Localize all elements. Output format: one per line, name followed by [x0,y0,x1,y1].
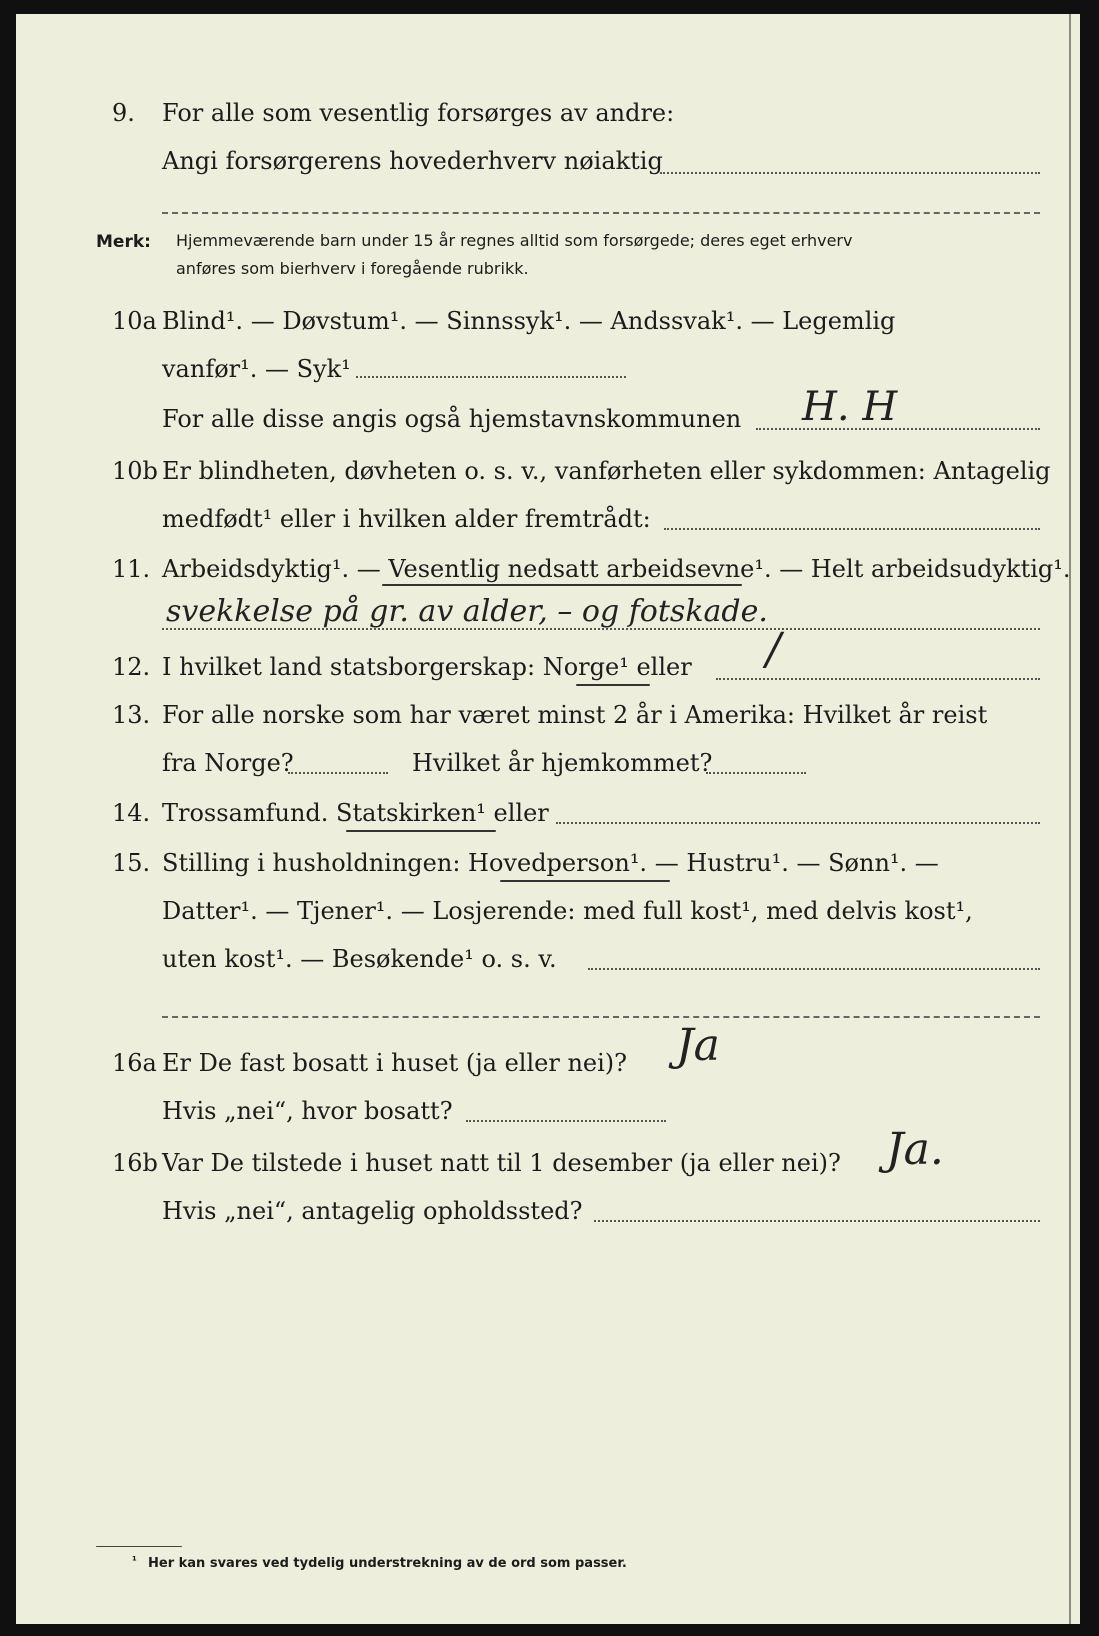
merk-label: Merk: [96,232,151,252]
q13-return-line[interactable] [706,772,806,774]
q16a-answer-line[interactable] [466,1120,666,1122]
q16a-number: 16a [112,1049,157,1077]
q14-line1: Trossamfund. Statskirken¹ eller [162,799,549,827]
q13-departure-line[interactable] [288,772,388,774]
q10a-line2: vanfør¹. — Syk¹ [162,355,351,383]
q11-line1: Arbeidsdyktig¹. — Vesentlig nedsatt arbeidsevne¹. — Helt arbeidsudyktig¹. [162,555,1071,583]
q10a-handwritten-answer: H. H [802,384,898,430]
q11-answer-line[interactable] [162,628,1040,630]
q12-answer-line[interactable] [716,678,1040,680]
q15-answer-line-2[interactable] [162,1016,1040,1018]
q9-number: 9. [112,99,135,127]
q16a-handwritten-answer: Ja [676,1020,720,1071]
page-edge [1069,14,1071,1624]
q11-number: 11. [112,555,151,583]
q15-line3: uten kost¹. — Besøkende¹ o. s. v. [162,945,557,973]
q9-answer-line[interactable] [660,172,1040,174]
q16b-line2: Hvis „nei“, antagelig opholdssted? [162,1197,583,1225]
footnote-rule [96,1546,182,1547]
q10b-line2: medfødt¹ eller i hvilken alder fremtrådt: [162,505,651,533]
q10a-number: 10a [112,307,157,335]
q10b-line1: Er blindheten, døvheten o. s. v., vanførheten eller sykdommen: Antagelig [162,457,1051,485]
q13-line2a: fra Norge? [162,749,294,777]
merk-line1: Hjemmeværende barn under 15 år regnes alltid som forsørgede; deres eget erhverv [176,231,853,250]
q12-number: 12. [112,653,151,681]
q16b-line1: Var De tilstede i huset natt til 1 desember (ja eller nei)? [162,1149,841,1177]
q11-underline-mark [382,584,742,586]
q10a-line1: Blind¹. — Døvstum¹. — Sinnssyk¹. — Andssvak¹. — Legemlig [162,307,896,335]
q14-underline-mark [346,830,496,832]
q16a-line1: Er De fast bosatt i huset (ja eller nei)? [162,1049,628,1077]
q15-line2: Datter¹. — Tjener¹. — Losjerende: med full kost¹, med delvis kost¹, [162,897,973,925]
q15-underline-mark [500,880,670,882]
q9-line1: For alle som vesentlig forsørges av andre: [162,99,675,127]
q16a-line2: Hvis „nei“, hvor bosatt? [162,1097,453,1125]
q15-line1: Stilling i husholdningen: Hovedperson¹. — Hustru¹. — Sønn¹. — [162,849,939,877]
footnote-text: Her kan svares ved tydelig understrekning av de ord som passer. [148,1556,627,1571]
q15-number: 15. [112,849,151,877]
q10a-line3: For alle disse angis også hjemstavnskommunen [162,405,742,433]
q9-answer-line-2[interactable] [162,212,1040,214]
q11-handwritten-answer: svekkelse på gr. av alder, – og fotskade. [166,594,768,629]
q13-line2b: Hvilket år hjemkommet? [412,749,713,777]
q15-answer-line[interactable] [588,968,1040,970]
footnote-mark: ¹ [132,1554,137,1567]
q10a-syk-line[interactable] [356,376,626,378]
q10a-answer-line[interactable] [756,428,1040,430]
q16b-answer-line[interactable] [594,1220,1040,1222]
q16b-handwritten-answer: Ja. [886,1124,944,1175]
q12-underline-mark [576,684,650,686]
q13-number: 13. [112,701,151,729]
q14-answer-line[interactable] [556,822,1040,824]
q9-line2: Angi forsørgerens hovederhverv nøiaktig [162,147,663,175]
q12-handwritten-answer: / [766,624,781,675]
q13-line1: For alle norske som har været minst 2 år i Amerika: Hvilket år reist [162,701,988,729]
q12-line1: I hvilket land statsborgerskap: Norge¹ eller [162,653,692,681]
census-form-page [16,14,1080,1624]
q14-number: 14. [112,799,151,827]
q16b-number: 16b [112,1149,158,1177]
q10b-answer-line[interactable] [664,528,1040,530]
merk-line2: anføres som bierhverv i foregående rubrikk. [176,259,529,278]
q10b-number: 10b [112,457,158,485]
